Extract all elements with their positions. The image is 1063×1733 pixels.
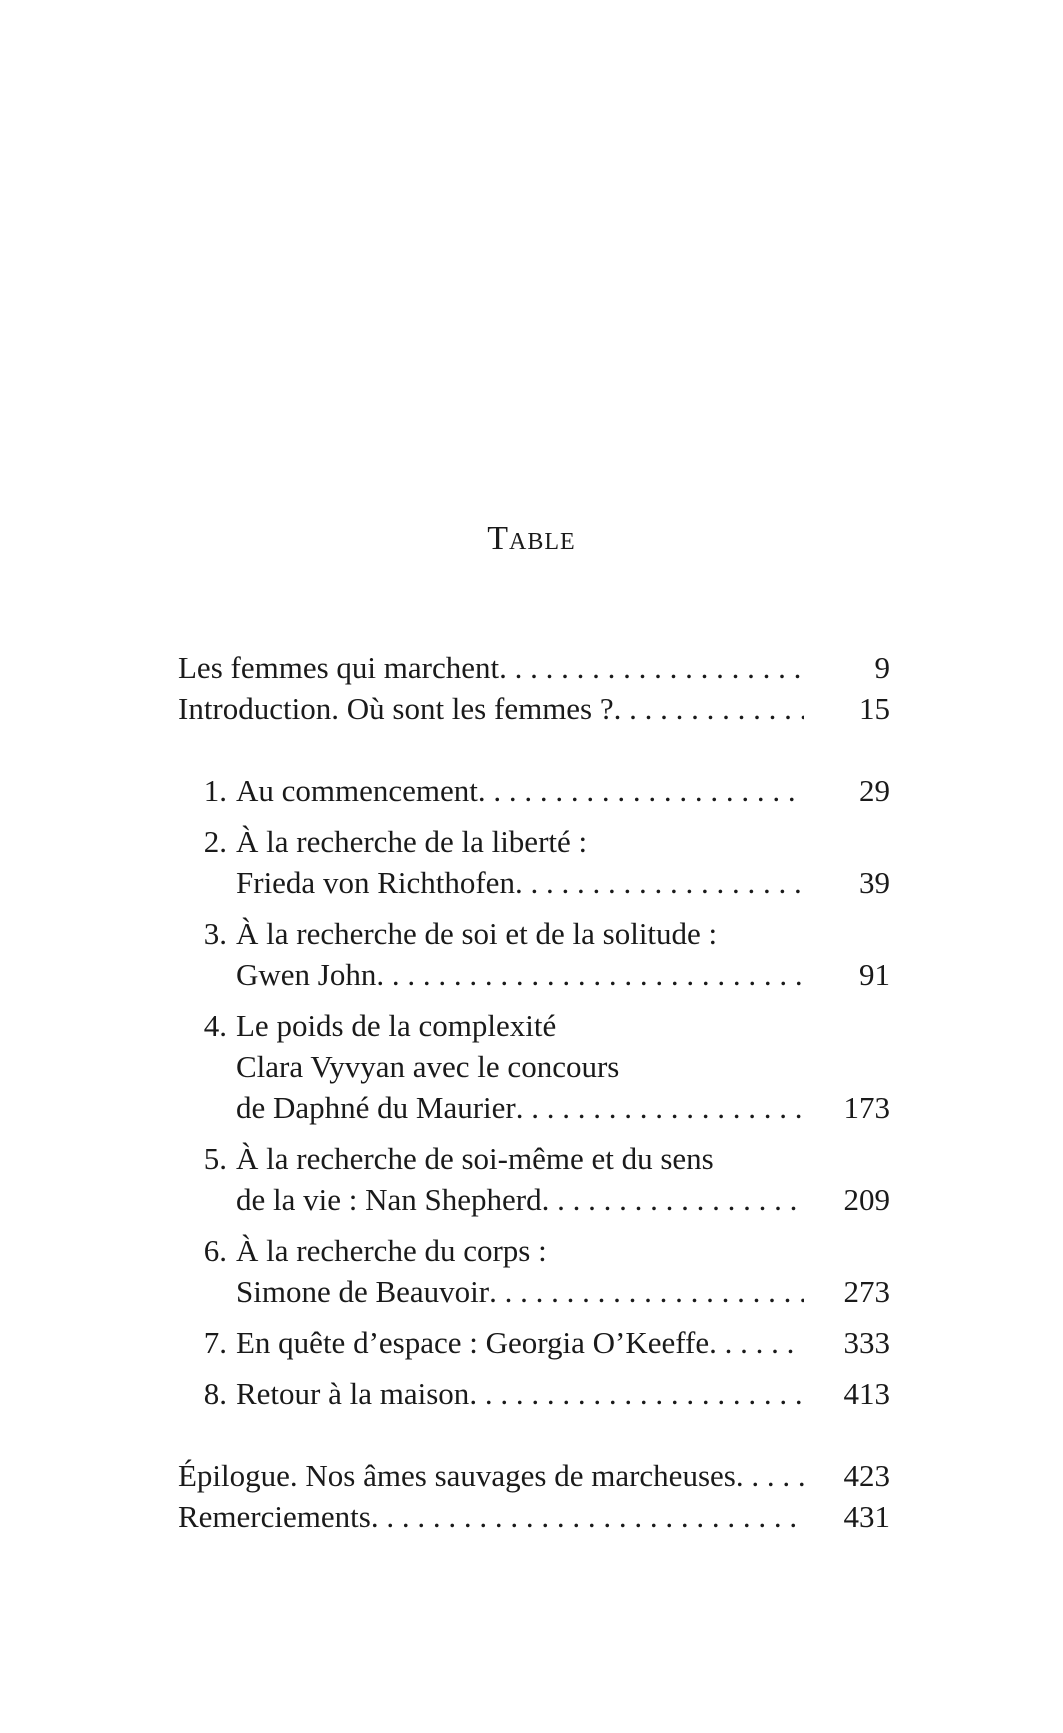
toc-entry-back-2 — [178, 1496, 890, 1537]
toc-page-number: 273 — [843, 1274, 890, 1309]
section-spacer — [178, 1414, 890, 1455]
dot-leader — [478, 770, 804, 811]
chapter-number: 8. — [203, 1376, 227, 1411]
chapter-title-line: Retour à la maison — [236, 1376, 470, 1411]
chapter-number: 5. — [203, 1141, 227, 1176]
dot-leader — [515, 862, 804, 903]
chapter-title-line: À la recherche de la liberté : — [236, 824, 588, 859]
dot-leader — [371, 1496, 804, 1537]
dot-leader — [614, 688, 804, 729]
chapter-title-line: Au commencement — [236, 773, 478, 808]
toc-entry-chapter-1 — [178, 770, 890, 811]
section-spacer — [178, 729, 890, 770]
dot-leader — [376, 954, 804, 995]
toc-page-number: 29 — [859, 773, 890, 808]
toc-entry-chapter-5 — [178, 1138, 890, 1220]
dot-leader — [499, 647, 804, 688]
page-title: Table — [487, 520, 576, 557]
toc-page-number: 333 — [843, 1325, 890, 1360]
toc-page-number: 413 — [843, 1376, 890, 1411]
chapter-title-line: À la recherche de soi-même et du sens — [236, 1141, 714, 1176]
chapter-title-line: de Daphné du Maurier — [236, 1090, 516, 1125]
toc-page-number: 423 — [843, 1458, 890, 1493]
chapter-title-line: En quête d’espace : Georgia O’Keeffe — [236, 1325, 710, 1360]
toc-entry-chapter-2 — [178, 821, 890, 903]
dot-leader — [709, 1322, 804, 1363]
toc-entry-back-1 — [178, 1455, 890, 1496]
toc-page-number: 15 — [859, 691, 890, 726]
table-of-contents — [178, 647, 890, 1537]
dot-leader — [469, 1373, 804, 1414]
toc-entry-title: Épilogue. Nos âmes sauvages de marcheuses — [178, 1458, 736, 1493]
dot-leader — [736, 1455, 804, 1496]
chapter-title-line: de la vie : Nan Shepherd — [236, 1182, 542, 1217]
toc-page-number: 39 — [859, 865, 890, 900]
toc-page-number: 91 — [859, 957, 890, 992]
chapter-number: 6. — [203, 1233, 227, 1268]
dot-leader — [516, 1087, 804, 1128]
toc-entry-title: Remerciements — [178, 1499, 371, 1534]
toc-entry-chapter-7 — [178, 1322, 890, 1363]
chapter-title-line: À la recherche de soi et de la solitude : — [236, 916, 718, 951]
toc-page-number: 431 — [843, 1499, 890, 1534]
chapter-title-line: Le poids de la complexité — [236, 1008, 557, 1043]
dot-leader — [542, 1179, 804, 1220]
toc-entry-chapter-4 — [178, 1005, 890, 1128]
chapter-number: 4. — [203, 1008, 227, 1043]
toc-page-number: 9 — [874, 650, 890, 685]
chapter-title-line: À la recherche du corps : — [236, 1233, 547, 1268]
toc-entry-front-2 — [178, 688, 890, 729]
chapter-title-line: Clara Vyvyan avec le concours — [236, 1049, 620, 1084]
chapter-number: 1. — [203, 773, 227, 808]
chapter-number: 7. — [203, 1325, 227, 1360]
chapter-number: 3. — [203, 916, 227, 951]
chapter-number: 2. — [203, 824, 227, 859]
dot-leader — [489, 1271, 804, 1312]
toc-page-number: 209 — [843, 1182, 890, 1217]
toc-entry-chapter-6 — [178, 1230, 890, 1312]
toc-entry-title: Introduction. Où sont les femmes ? — [178, 691, 614, 726]
chapter-title-line: Gwen John — [236, 957, 377, 992]
chapter-title-line: Frieda von Richthofen — [236, 865, 515, 900]
chapter-title-line: Simone de Beauvoir — [236, 1274, 490, 1309]
toc-entry-chapter-3 — [178, 913, 890, 995]
toc-entry-front-1 — [178, 647, 890, 688]
toc-entry-title: Les femmes qui marchent — [178, 650, 500, 685]
toc-page-number: 173 — [843, 1090, 890, 1125]
toc-entry-chapter-8 — [178, 1373, 890, 1414]
